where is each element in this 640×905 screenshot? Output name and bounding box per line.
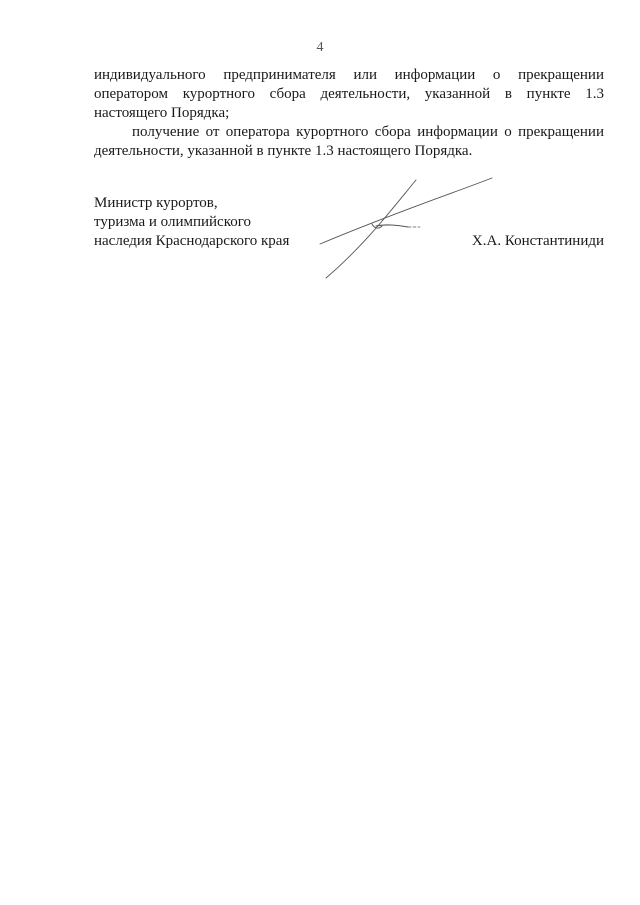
paragraph-item: получение от оператора курортного сбора информации о прекращении деятельности, указанной в пункте 1.3 настоящего Порядка. (94, 124, 604, 159)
signature-stroke (326, 180, 416, 278)
paragraph-continuation-rest: оператором курортного сбора деятельности, указанной в пункте 1.3 настоящего Порядка; (94, 86, 604, 121)
signatory-title-line: наследия Краснодарского края (94, 233, 290, 249)
page-number: 4 (316, 40, 324, 55)
body-text (94, 66, 604, 161)
signatory-title-line: Министр курортов, (94, 195, 218, 211)
signature-block (94, 194, 604, 284)
signature-stroke (320, 178, 492, 244)
paragraph-continuation-line1: индивидуального предпринимателя или информации о прекращении (94, 67, 604, 83)
signatory-name: Х.А. Константиниди (471, 233, 604, 249)
handwritten-signature (316, 174, 496, 284)
signatory-title (94, 194, 289, 251)
signatory-title-line: туризма и олимпийского (94, 214, 252, 230)
